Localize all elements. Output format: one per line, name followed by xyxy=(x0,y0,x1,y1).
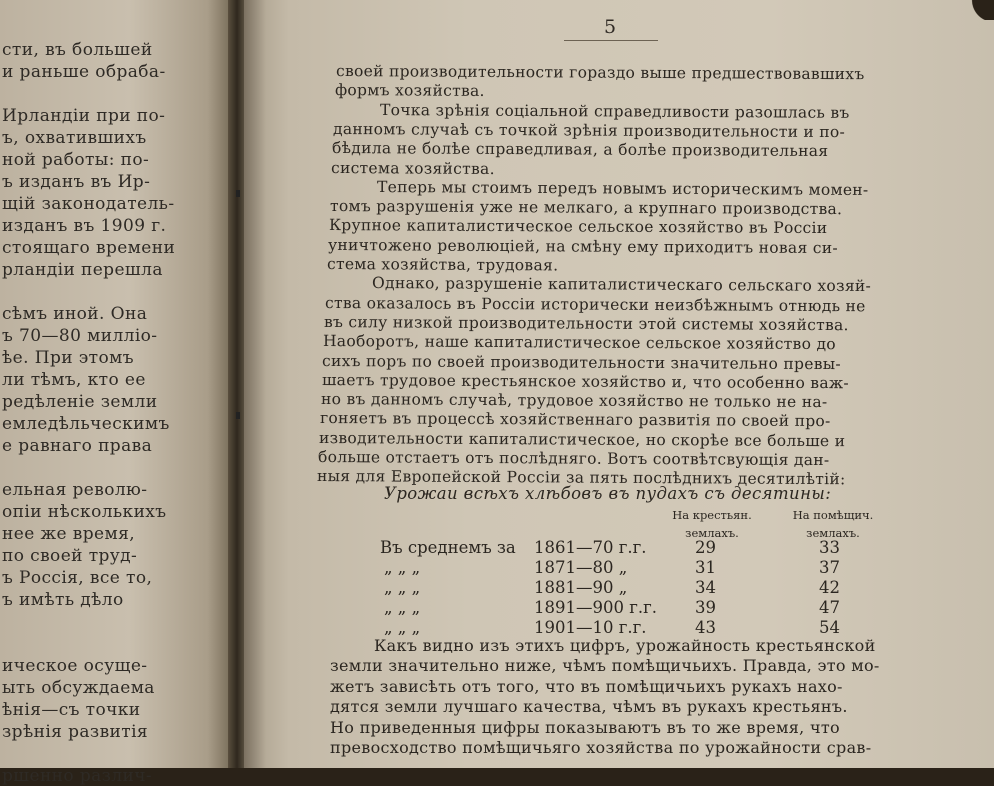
page-number-rule xyxy=(564,40,658,41)
margin-mark xyxy=(236,412,240,419)
left-page-line: ъ имѣть дѣло xyxy=(2,590,124,610)
left-page-line: и раньше обраба- xyxy=(2,62,166,82)
text-line: система хозяйства. xyxy=(330,158,495,178)
table-cell-landlord: 33 xyxy=(819,538,840,557)
table-cell-peasant: 31 xyxy=(695,558,716,577)
table-row-prefix: Въ среднемъ за xyxy=(380,538,516,557)
text-line: формъ хозяйства. xyxy=(334,81,485,101)
left-page-line: нее же время, xyxy=(2,524,136,544)
text-line: жетъ зависѣть отъ того, что въ помѣщичьихъ рукахъ нахо- xyxy=(330,676,843,696)
text-line: шаетъ трудовое крестьянское хозяйство и, что особенно важ- xyxy=(321,370,850,393)
left-page xyxy=(0,0,236,786)
text-line: дятся земли лучшаго качества, чѣмъ въ рукахъ крестьянъ. xyxy=(330,697,848,717)
text-line: томъ разрушенія уже не мелкаго, а крупнаго производства. xyxy=(329,197,843,219)
text-line: Теперь мы стоимъ передъ новымъ историческимъ момен- xyxy=(376,177,869,199)
text-line: сихъ поръ по своей производительности значительно превы- xyxy=(321,351,841,373)
table-row-period: 1871—80 „ xyxy=(534,558,628,577)
text-line: земли значительно ниже, чѣмъ помѣщичьихъ. Правда, это мо- xyxy=(330,656,880,676)
col-header-landlord xyxy=(780,506,886,542)
text-line: стема хозяйства, трудовая. xyxy=(326,255,559,275)
col-header-peasant-b: землахъ. xyxy=(685,526,739,540)
text-line: данномъ случаѣ съ точкой зрѣнія производительности и по- xyxy=(332,119,846,142)
left-page-line: ическое осуще- xyxy=(2,656,148,676)
text-line: ства оказалось въ Россіи исторически неизбѣжнымъ отнюдь не xyxy=(324,293,866,315)
table-cell-landlord: 47 xyxy=(819,598,840,617)
table-cell-peasant: 39 xyxy=(695,598,716,617)
left-page-line: сѣмъ иной. Она xyxy=(2,304,148,324)
left-page-line: опіи нѣсколькихъ xyxy=(2,502,167,522)
left-page-line: ѣнія—съ точки xyxy=(2,700,141,720)
table-row-period: 1901—10 г.г. xyxy=(534,618,647,637)
table-cell-peasant: 29 xyxy=(695,538,716,557)
table-cell-landlord: 54 xyxy=(819,618,840,637)
left-page-line: ыть обсуждаема xyxy=(2,678,155,698)
page-number: 5 xyxy=(604,16,617,38)
left-page-line: ъ, охватившихъ xyxy=(2,128,147,148)
left-page-line: сти, въ большей xyxy=(2,40,153,60)
text-line: Наоборотъ, наше капиталистическое сельское хозяйство до xyxy=(322,332,837,354)
text-line: въ силу низкой производительности этой системы хозяйства. xyxy=(323,312,849,335)
text-line: своей производительности гораздо выше предшествовавшихъ xyxy=(335,62,865,84)
left-page-line: по своей труд- xyxy=(2,546,138,566)
left-page-line: емледѣльческимъ xyxy=(2,414,170,434)
text-line: уничтожено революціей, на смѣну ему приходитъ новая си- xyxy=(327,235,838,257)
left-page-line: редѣленіе земли xyxy=(2,392,158,412)
text-line: больше отстаетъ отъ послѣдняго. Вотъ соотвѣтсвующія дан- xyxy=(317,448,830,470)
table-row-period: 1881—90 „ xyxy=(534,578,628,597)
margin-mark xyxy=(236,190,240,197)
right-page xyxy=(244,0,994,768)
table-cell-peasant: 34 xyxy=(695,578,716,597)
text-line: Крупное капиталистическое сельское хозяйство въ Россіи xyxy=(328,216,828,238)
left-page-line: ѣе. При этомъ xyxy=(2,348,134,368)
text-line: ныя для Европейской Россіи за пять послѣднихъ десятилѣтій: xyxy=(316,467,846,489)
left-page-line: щiй законодатель- xyxy=(2,194,175,214)
text-line: но въ данномъ случаѣ, трудовое хозяйство не только не на- xyxy=(320,390,828,412)
col-header-landlord-a: На помѣщич. xyxy=(792,508,874,522)
left-page-line: рландiи перешла xyxy=(2,260,163,280)
table-row-prefix: „ „ „ xyxy=(384,558,421,577)
table-row-period: 1861—70 г.г. xyxy=(534,538,647,557)
text-line: Какъ видно изъ этихъ цифръ, урожайность крестьянской xyxy=(374,636,876,655)
text-line: Точка зрѣнія соціальной справедливости разошлась въ xyxy=(379,100,850,122)
table-caption: Урожаи всѣхъ хлѣбовъ въ пудахъ съ десятины: xyxy=(384,484,832,503)
left-page-line: Ирландiи при по- xyxy=(2,106,166,126)
col-header-landlord-b: землахъ. xyxy=(806,526,860,540)
left-page-line: ли тѣмъ, кто ее xyxy=(2,370,146,390)
background-corner xyxy=(964,0,994,20)
left-page-line: ъ Россія, все то, xyxy=(2,568,153,588)
binding-shadow xyxy=(244,0,266,768)
text-line: изводительности капиталистическое, но скорѣе все больше и xyxy=(318,428,846,450)
col-header-peasant-a: На крестьян. xyxy=(672,508,752,522)
text-line: бѣдила не болѣе справедливая, а болѣе производительная xyxy=(331,139,829,161)
text-line: гоняетъ въ процессѣ хозяйственнаго развитія по своей про- xyxy=(319,409,831,431)
table-row-period: 1891—900 г.г. xyxy=(534,598,658,617)
text-line: Но приведенныя цифры показываютъ въ то же время, что xyxy=(330,717,840,737)
col-header-peasant xyxy=(662,506,762,542)
left-page-line: ельная револю- xyxy=(2,480,148,500)
left-page-line: зрѣнія развитія xyxy=(2,722,149,742)
table-row-prefix: „ „ „ xyxy=(384,598,421,617)
table-cell-peasant: 43 xyxy=(695,618,716,637)
text-line: Однако, разрушеніе капиталистическаго сельскаго хозяй- xyxy=(371,274,872,296)
left-page-line: изданъ въ 1909 г. xyxy=(2,216,167,236)
table-cell-landlord: 37 xyxy=(819,558,840,577)
left-page-line: ной работы: по- xyxy=(2,150,150,170)
left-page-line: ъ изданъ въ Ир- xyxy=(2,172,151,192)
left-page-line: ршенно различ- xyxy=(2,766,153,786)
left-page-line: ъ 70—80 милліо- xyxy=(2,326,158,346)
left-page-line: стоящаго времени xyxy=(2,238,176,258)
table-cell-landlord: 42 xyxy=(819,578,840,597)
table-row-prefix: „ „ „ xyxy=(384,578,421,597)
table-row-prefix: „ „ „ xyxy=(384,618,421,637)
text-line: превосходство помѣщичьяго хозяйства по урожайности срав- xyxy=(330,738,872,757)
left-page-line: е равнаго права xyxy=(2,436,153,456)
